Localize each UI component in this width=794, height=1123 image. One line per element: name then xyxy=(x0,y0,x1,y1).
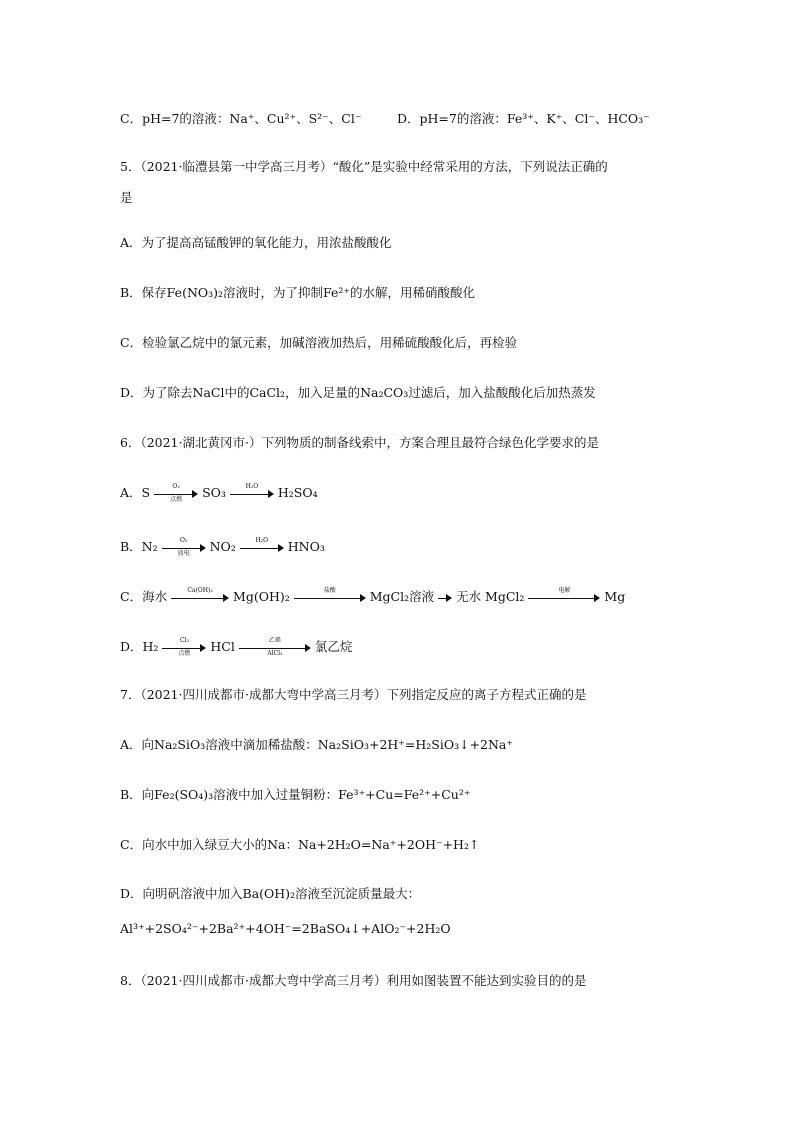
arrow-reagent: 乙烯 xyxy=(268,636,281,644)
q6-d-label: D．H₂ xyxy=(120,639,159,654)
q6-b-label: B．N₂ xyxy=(120,539,158,554)
q5-option-c: C．检验氯乙烷中的氯元素，加碱溶液加热后，用稀硫酸酸化后，再检验 xyxy=(120,335,518,350)
q7-option-c: C．向水中加入绿豆大小的Na：Na+2H₂O=Na⁺+2OH⁻+H₂↑ xyxy=(120,837,480,852)
arrow-reagent: H₂O xyxy=(255,536,269,544)
q5-option-a: A．为了提高高锰酸钾的氧化能力，用浓盐酸酸化 xyxy=(120,235,392,250)
arrow-reagent: Cl₂ xyxy=(179,636,189,644)
arrow-reagent: H₂O xyxy=(245,482,259,490)
q6-option-a xyxy=(120,484,318,502)
reaction-arrow xyxy=(162,536,206,557)
reaction-arrow xyxy=(154,482,198,503)
arrow-reagent: Ca(OH)₂ xyxy=(187,586,213,594)
q7-stem: 7．（2021·四川成都市·成都大弯中学高三月考）下列指定反应的离子方程式正确的是 xyxy=(120,687,587,702)
arrow-reagent: O₂ xyxy=(172,482,180,490)
q7-option-b: B．向Fe₂(SO₄)₃溶液中加入过量铜粉：Fe³⁺+Cu=Fe²⁺+Cu²⁺ xyxy=(120,787,471,802)
q6-b-product: HNO₃ xyxy=(287,539,325,554)
q4-option-d: D．pH=7的溶液：Fe³⁺、K⁺、Cl⁻、HCO₃⁻ xyxy=(397,111,650,126)
reaction-arrow xyxy=(528,586,600,605)
arrow-catalyst: AlCl₃ xyxy=(267,649,283,657)
arrow-condition: 点燃 xyxy=(178,649,191,657)
q5-stem-line1: 5．（2021·临澧县第一中学高三月考）“酸化”是实验中经常采用的方法，下列说法正确的 xyxy=(120,159,608,174)
q6-option-d xyxy=(120,638,352,656)
reaction-arrow xyxy=(171,586,229,605)
arrow-condition: 放电 xyxy=(177,549,190,557)
q7-option-d: D．向明矾溶液中加入Ba(OH)₂溶液至沉淀质量最大： xyxy=(120,886,421,901)
q6-c-product: Mg xyxy=(604,589,626,604)
q6-option-c xyxy=(120,588,625,606)
arrow-reagent: 盐酸 xyxy=(323,586,336,594)
reaction-arrow xyxy=(230,482,274,501)
q4-option-c: C．pH=7的溶液：Na⁺、Cu²⁺、S²⁻、Cl⁻ xyxy=(120,111,362,126)
q6-option-b xyxy=(120,538,325,556)
q5-option-b: B．保存Fe(NO₃)₂溶液时，为了抑制Fe²⁺的水解，用稀硝酸酸化 xyxy=(120,285,476,300)
reaction-arrow xyxy=(438,591,452,605)
reaction-arrow xyxy=(240,536,284,555)
reaction-arrow xyxy=(162,636,206,657)
q6-c-intermediate-1: Mg(OH)₂ xyxy=(233,589,290,604)
arrow-reagent: 电解 xyxy=(558,586,571,594)
q6-d-intermediate: HCl xyxy=(210,639,235,654)
q7-option-a: A．向Na₂SiO₃溶液中滴加稀盐酸：Na₂SiO₃+2H⁺=H₂SiO₃↓+2Na⁺ xyxy=(120,737,513,752)
q6-stem: 6．（2021·湖北黄冈市·）下列物质的制备线索中，方案合理且最符合绿色化学要求的是 xyxy=(120,435,599,450)
q6-a-product: H₂SO₄ xyxy=(277,485,318,500)
q5-option-d: D．为了除去NaCl中的CaCl₂，加入足量的Na₂CO₃过滤后，加入盐酸酸化后加热蒸发 xyxy=(120,385,596,400)
q6-b-intermediate: NO₂ xyxy=(209,539,236,554)
q5-stem-line2: 是 xyxy=(120,190,133,205)
q6-c-intermediate-3: 无水 MgCl₂ xyxy=(456,589,525,604)
q6-c-label: C．海水 xyxy=(120,589,168,604)
q6-a-label: A．S xyxy=(120,485,151,500)
reaction-arrow xyxy=(239,636,311,657)
q6-d-product: 氯乙烷 xyxy=(314,639,353,654)
q6-c-intermediate-2: MgCl₂溶液 xyxy=(369,589,435,604)
q7-option-d-equation: Al³⁺+2SO₄²⁻+2Ba²⁺+4OH⁻=2BaSO₄↓+AlO₂⁻+2H₂O xyxy=(120,921,451,936)
arrow-condition: 点燃 xyxy=(170,495,183,503)
q8-stem: 8．（2021·四川成都市·成都大弯中学高三月考）利用如图装置不能达到实验目的的是 xyxy=(120,973,587,988)
reaction-arrow xyxy=(294,586,366,605)
arrow-reagent: O₂ xyxy=(179,536,188,544)
q6-a-intermediate: SO₃ xyxy=(202,485,226,500)
